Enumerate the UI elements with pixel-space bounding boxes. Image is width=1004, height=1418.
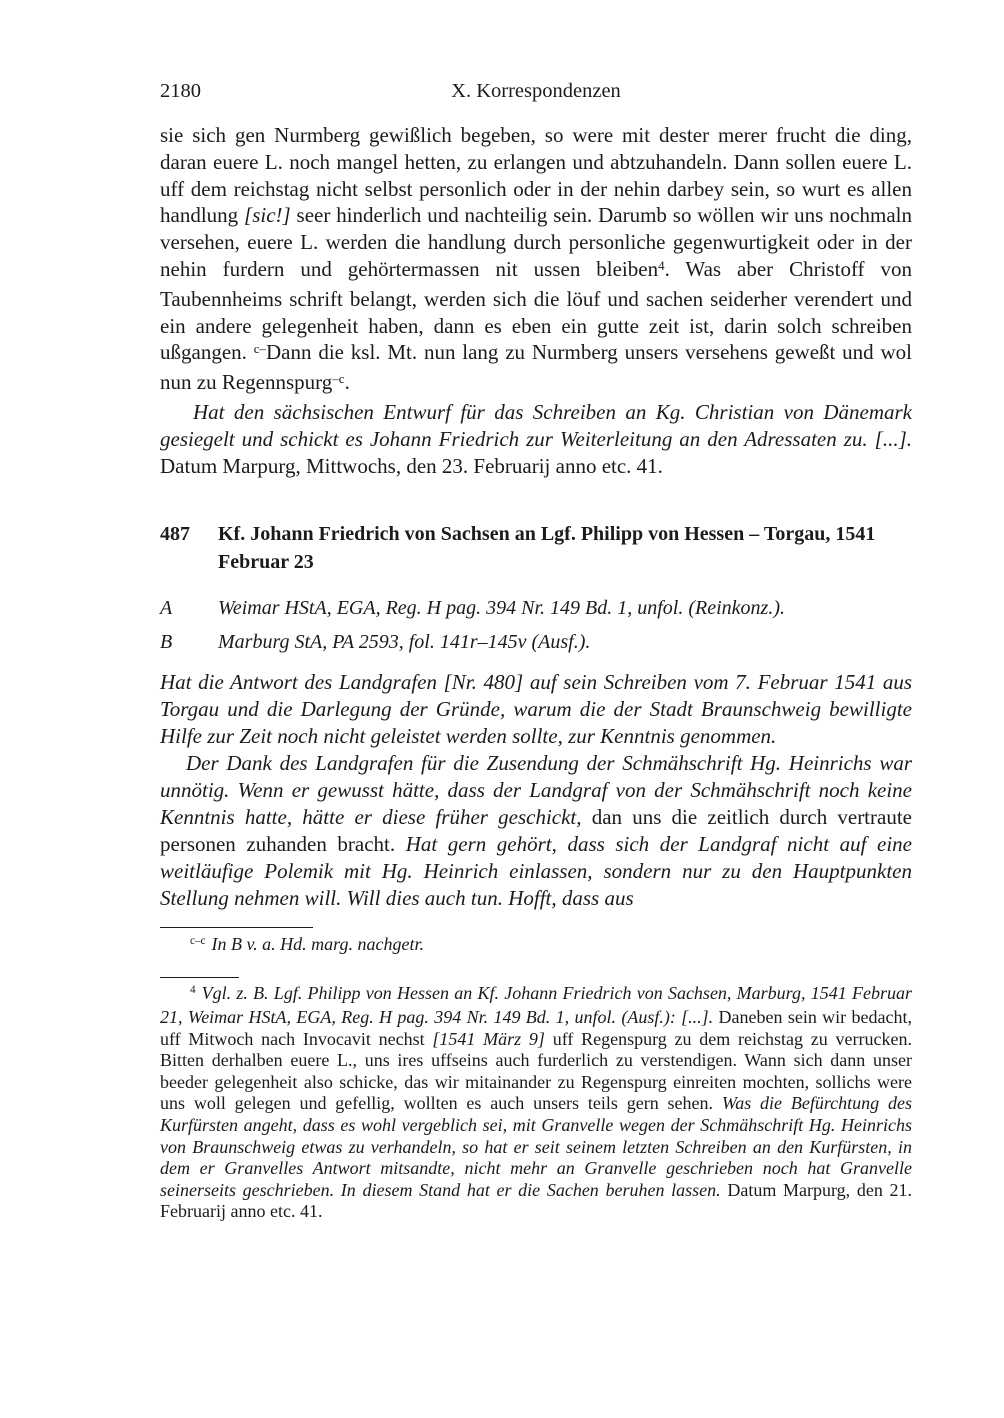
entry-title: Kf. Johann Friedrich von Sachsen an Lgf. Philipp von Hessen – Torgau, 1541 Februar 23: [218, 523, 876, 573]
summary-paragraph-1: Hat die Antwort des Landgrafen [Nr. 480] auf sein Schreiben vom 7. Februar 1541 aus Torgau und die Darlegung der Gründe, warum die der Stadt Braunschweig bewilligte Hilfe zur Zeit noch nicht geleistet werden sollte, zur Kenntnis genommen.: [160, 670, 912, 749]
apparatus-marker: c–c: [190, 935, 206, 948]
footnote-4-text: Vgl. z. B. Lgf. Philipp von Hessen an Kf. Johann Friedrich von Sachsen, Marburg, 1541 Februar 21, Weimar HStA, EGA, Reg. H pag. 394 Nr. 149 Bd. 1, unfol. (Ausf.): [...]. Daneben sein wir bedacht, uff Mitwoch nach Invocavit nechst [1541 März 9] uff Regenspurg zu dem reichstag zu verrucken. Bitten derhalben euere L., uns ires uffseins auch furderlich zu verstendigen. Wann sich dann unser beeder gelegenheit also schicke, das wir mitainander zu Regenspurg einreiten mochten, sollichs were uns woll gelegen und gefellig, wollten es auch unsers teils gern sehen. Was die Befürchtung des Kurfürsten angeht, dass es wohl vergeblich sei, mit Granvelle wegen der Schmähschrift Hg. Heinrichs von Braunschweig etwas zu verhandeln, so hat er seit seinem letzten Schreiben an den Kurfürsten, in dem er Granvelles Antwort mitsandte, nicht mehr an Granvelle geschrieben noch hat Granvelle seinerseits geschrieben. In diesem Stand hat er die Sachen beruhen lassen. Datum Marpurg, den 21. Februarij anno etc. 41.: [160, 982, 912, 1222]
letter-body-continuation: sie sich gen Nurmberg gewißlich begeben, so were mit dester merer frucht die ding, daran euere L. noch mangel hetten, zu erlangen und abtzuhandeln. Dann sollen euere L. uff dem reichstag nicht selbst personlich oder in der nehin darbey sein, so wurt es allen handlung [sic!] seer hinderlich und nachteilig sein. Darumb so wöllen wir uns nochmaln versehen, euere L. werden die handlung durch personliche gegenwurtigkeit oder in der nehin furdern und gehörtermassen nit ussen bleiben$^4$. Was aber Christoff von Taubennheims schrift belangt, werden sich die löuf und sachen seiderher verendert und ein andere gelegenheit haben, dann es eben ein gutte zeit ist, darin solch schreiben ußgangen. $^{c-}$Dann die ksl. Mt. nun lang zu Nurmberg unsers versehens geweßt und wol nun zu Regennspurg$^{-c}$.: [160, 123, 912, 395]
apparatus-text: In B v. a. Hd. marg. nachgetr.: [211, 933, 424, 954]
entry-heading: [160, 521, 912, 576]
footnote-4: [160, 983, 912, 1224]
source-description-b: Marburg StA, PA 2593, fol. 141r–145v (Ausf.).: [218, 631, 591, 654]
source-row-a: [160, 595, 912, 622]
source-siglum-a: A: [160, 597, 173, 620]
footnote-4-marker: 4: [190, 984, 196, 997]
apparatus-divider: [160, 927, 313, 928]
entry-number: 487: [160, 523, 190, 546]
page-header: [160, 78, 912, 105]
source-list: [160, 595, 912, 656]
source-siglum-b: B: [160, 631, 173, 654]
source-row-b: [160, 629, 912, 656]
page-number: 2180: [160, 80, 201, 102]
entry-summary: [160, 669, 912, 911]
summary-paragraph-2: Der Dank des Landgrafen für die Zusendung der Schmähschrift Hg. Heinrichs war unnötig. Wenn er gewusst hätte, dass der Landgraf von der Schmähschrift noch keine Kenntnis hatte, hätte er diese früher geschickt, dan uns die zeitlich durch vertraute personen zuhanden bracht. Hat gern gehört, dass sich der Landgraf nicht auf eine weitläufige Polemik mit Hg. Heinrich einlassen, sondern nur zu den Hauptpunkten Stellung nehmen will. Will dies auch tun. Hofft, dass aus: [160, 751, 912, 910]
footnote-divider: [160, 977, 239, 978]
running-head: X. Korrespondenzen: [451, 80, 621, 102]
source-description-a: Weimar HStA, EGA, Reg. H pag. 394 Nr. 149 Bd. 1, unfol. (Reinkonz.).: [218, 597, 785, 620]
apparatus-note: [160, 933, 912, 958]
footnote-area: [160, 927, 912, 1224]
letter-closing-summary: Hat den sächsischen Entwurf für das Schreiben an Kg. Christian von Dänemark gesiegelt und schickt es Johann Friedrich zur Weiterleitung an den Adressaten zu. [...]. Datum Marpurg, Mittwochs, den 23. Februarij anno etc. 41.: [160, 399, 912, 478]
